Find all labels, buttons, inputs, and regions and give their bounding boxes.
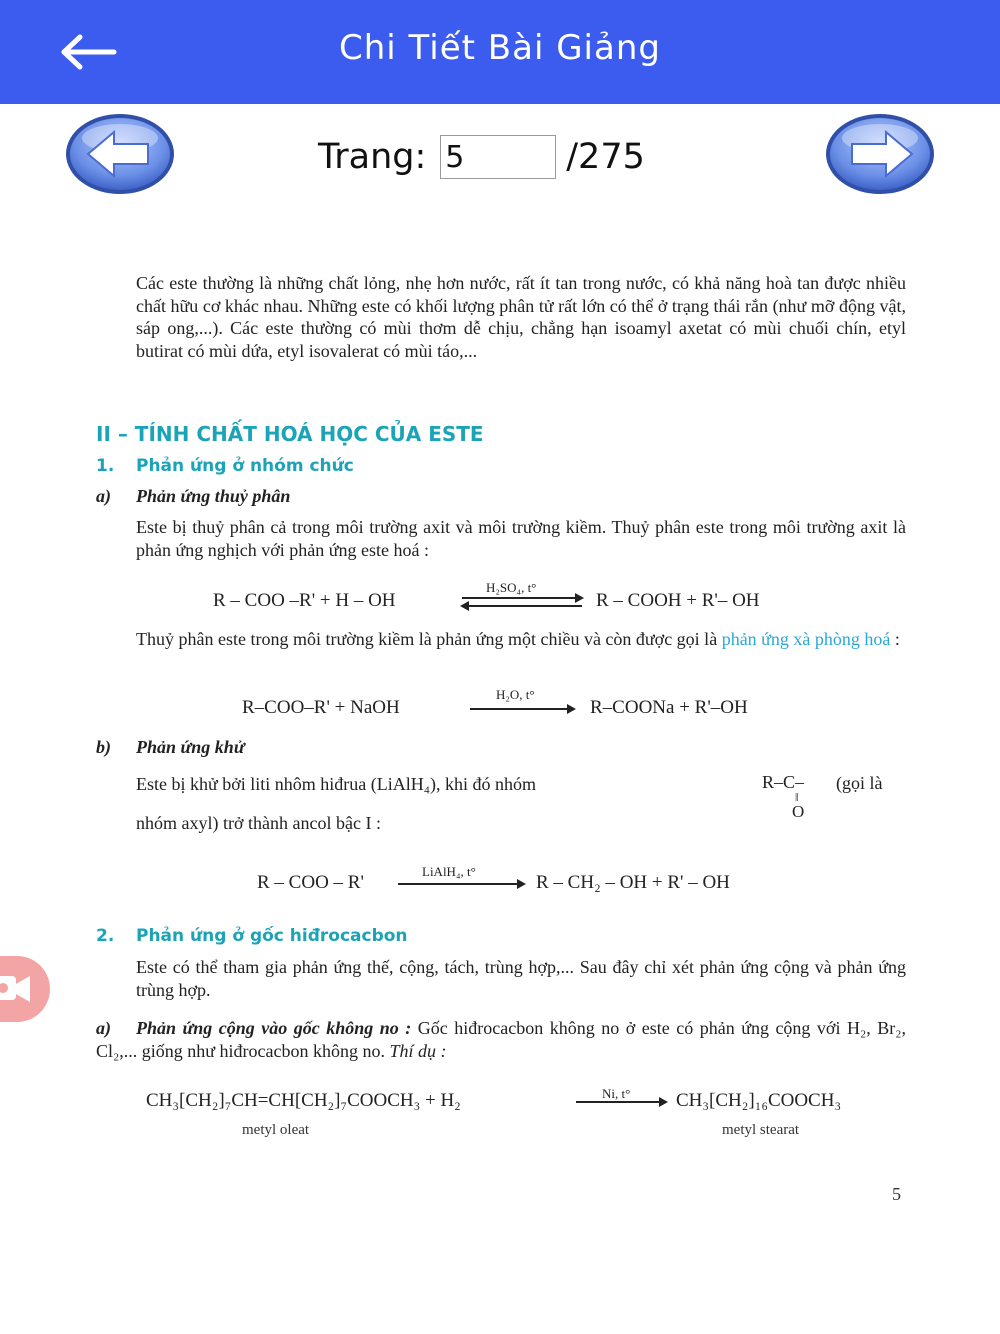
example-label: Thí dụ : bbox=[389, 1040, 447, 1061]
reduction-text: Este bị khử bởi liti nhôm hiđrua (LiAlH₄), khi đó nhóm bbox=[136, 774, 537, 794]
subsection-heading-2 bbox=[96, 926, 408, 946]
hydrocarbon-paragraph: Este có thể tham gia phản ứng thế, cộng, tách, trùng hợp,... Sau đây chỉ xét phản ứng cộng và phản ứng trùng hợp. bbox=[136, 957, 906, 1000]
saponification-paragraph bbox=[136, 628, 906, 651]
lesson-page bbox=[0, 260, 1000, 1220]
page-label: Trang: bbox=[318, 137, 427, 177]
item-heading-b bbox=[96, 737, 245, 758]
previous-page-button[interactable] bbox=[64, 112, 176, 196]
equation-3-condition: LiAlH₄, t° bbox=[422, 864, 476, 879]
addition-paragraph bbox=[96, 1017, 906, 1062]
subsection-number: 2. bbox=[96, 926, 115, 946]
subsection-title: Phản ứng ở gốc hiđrocacbon bbox=[136, 926, 408, 946]
page-indicator bbox=[318, 132, 645, 182]
item-title: Phản ứng thuỷ phân bbox=[136, 486, 291, 506]
reaction-arrow bbox=[398, 883, 524, 885]
saponification-link[interactable]: phản ứng xà phòng hoá bbox=[721, 629, 891, 649]
next-page-button[interactable] bbox=[824, 112, 936, 196]
saponification-colon: : bbox=[890, 629, 900, 649]
equation-2-right: R–COONa + R'–OH bbox=[590, 697, 748, 718]
oxygen-atom: O bbox=[792, 802, 805, 821]
page-title: Chi Tiết Bài Giảng bbox=[339, 28, 661, 68]
section-heading: II – TÍNH CHẤT HOÁ HỌC CỦA ESTE bbox=[96, 422, 484, 446]
item-heading-a bbox=[96, 486, 290, 507]
page-number-input[interactable] bbox=[440, 135, 556, 179]
video-camera-icon bbox=[0, 956, 50, 1022]
equation-1-left: R – COO –R' + H – OH bbox=[213, 590, 396, 611]
arrow-right-circle-icon bbox=[824, 112, 936, 196]
addition-text: Gốc hiđrocacbon không no ở este có phản ứng cộng với H₂, Br₂, Cl₂,... giống như hiđrocacbon không no. bbox=[96, 1018, 906, 1061]
reaction-arrow bbox=[576, 1101, 666, 1103]
caption-metyl-oleat: metyl oleat bbox=[242, 1122, 310, 1138]
item-label: a) bbox=[96, 1018, 111, 1038]
forward-arrow bbox=[462, 597, 582, 599]
equation-2-left: R–COO–R' + NaOH bbox=[242, 697, 400, 718]
caption-metyl-stearat: metyl stearat bbox=[722, 1122, 800, 1138]
reaction-arrow bbox=[470, 708, 574, 710]
item-title: Phản ứng cộng vào gốc không no : bbox=[136, 1018, 412, 1038]
equation-3-right: R – CH₂ – OH + R' – OH bbox=[536, 872, 730, 893]
printed-page-number: 5 bbox=[892, 1184, 901, 1204]
equation-3-left: R – COO – R' bbox=[257, 872, 364, 893]
equation-2-condition: H₂O, t° bbox=[496, 687, 535, 702]
equation-1-condition: H₂SO₄, t° bbox=[486, 580, 537, 595]
reduction-line-2: nhóm axyl) trở thành ancol bậc I : bbox=[136, 813, 381, 833]
subsection-title: Phản ứng ở nhóm chức bbox=[136, 456, 354, 476]
reverse-arrow bbox=[462, 605, 582, 607]
equation-4-condition: Ni, t° bbox=[602, 1086, 631, 1101]
equation-1-right: R – COOH + R'– OH bbox=[596, 590, 760, 611]
item-title: Phản ứng khử bbox=[136, 737, 245, 757]
acyl-group-formula: R–C– bbox=[762, 772, 805, 792]
reduction-paren-text: (gọi là bbox=[836, 773, 883, 793]
app-bar bbox=[0, 0, 1000, 104]
subsection-number: 1. bbox=[96, 456, 115, 476]
arrow-left-circle-icon bbox=[64, 112, 176, 196]
page-total: /275 bbox=[566, 137, 645, 177]
saponification-text: Thuỷ phân este trong môi trường kiềm là phản ứng một chiều và còn được gọi là bbox=[136, 629, 722, 649]
intro-paragraph: Các este thường là những chất lỏng, nhẹ hơn nước, rất ít tan trong nước, có khả năng hoà tan được nhiều chất hữu cơ khác nhau. Những este có khối lượng phân tử rất lớn có thể ở trạng thái rắn (như mỡ động vật, sáp ong,...). Các este thường có mùi thơm dễ chịu, chẳng hạn isoamyl axetat có mùi chuối chín, etyl butirat có mùi dứa, etyl isovalerat có mùi táo,... bbox=[136, 273, 906, 361]
double-bond-mark: ‖ bbox=[795, 790, 799, 804]
subsection-heading-1 bbox=[96, 456, 354, 476]
item-label: b) bbox=[96, 737, 111, 757]
floating-video-button[interactable] bbox=[0, 956, 50, 1022]
equation-4-right: CH₃[CH₂]₁₆COOCH₃ bbox=[676, 1090, 842, 1111]
hydrolysis-paragraph: Este bị thuỷ phân cả trong môi trường axit và môi trường kiềm. Thuỷ phân este trong môi trường axit là phản ứng nghịch với phản ứng este hoá : bbox=[136, 517, 906, 560]
equation-4-left: CH₃[CH₂]₇CH=CH[CH₂]₇COOCH₃ + H₂ bbox=[146, 1090, 461, 1111]
item-label: a) bbox=[96, 486, 111, 506]
